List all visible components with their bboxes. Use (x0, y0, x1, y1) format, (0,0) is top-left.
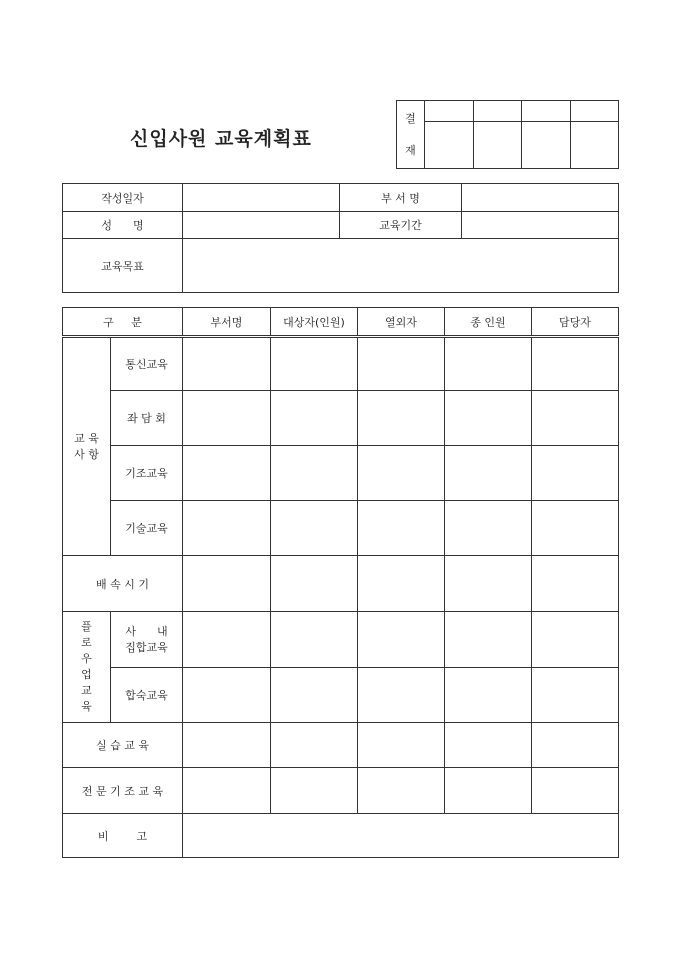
table-cell[interactable] (271, 723, 358, 768)
row-talk-label: 좌 담 회 (111, 391, 183, 446)
table-cell[interactable] (532, 612, 619, 668)
approval-role-4[interactable] (570, 101, 619, 122)
table-cell[interactable] (445, 337, 532, 391)
approval-sign-2[interactable] (473, 122, 522, 169)
approval-role-1[interactable] (425, 101, 474, 122)
row-dorm-label: 합숙교육 (111, 668, 183, 723)
table-cell[interactable] (358, 768, 445, 814)
row-comm-label: 통신교육 (111, 337, 183, 391)
group-education-line1: 교 육 (74, 431, 99, 445)
table-cell[interactable] (183, 556, 271, 612)
table-cell[interactable] (271, 446, 358, 501)
table-cell[interactable] (183, 446, 271, 501)
table-cell[interactable] (271, 556, 358, 612)
row-basic-label: 기조교육 (111, 446, 183, 501)
row-inhouse-line1: 사 내 (125, 624, 168, 638)
table-cell[interactable] (183, 668, 271, 723)
table-cell[interactable] (271, 501, 358, 556)
table-cell[interactable] (271, 768, 358, 814)
row-specialty-label: 전 문 기 조 교 육 (63, 768, 183, 814)
table-cell[interactable] (532, 501, 619, 556)
header-category: 구 분 (63, 308, 183, 337)
info-table (62, 183, 619, 293)
group-followup (63, 612, 111, 723)
table-cell[interactable] (445, 446, 532, 501)
table-cell[interactable] (532, 337, 619, 391)
row-remarks-label: 비 고 (63, 814, 183, 858)
approval-label-bottom: 재 (405, 143, 416, 157)
approval-label-top: 결 (405, 111, 416, 125)
table-cell[interactable] (271, 668, 358, 723)
date-field[interactable] (183, 184, 340, 212)
table-cell[interactable] (532, 446, 619, 501)
table-cell[interactable] (532, 723, 619, 768)
table-cell[interactable] (271, 391, 358, 446)
table-cell[interactable] (358, 723, 445, 768)
table-cell[interactable] (532, 391, 619, 446)
approval-role-2[interactable] (473, 101, 522, 122)
table-cell[interactable] (358, 501, 445, 556)
table-cell[interactable] (358, 446, 445, 501)
header-dept: 부서명 (183, 308, 271, 337)
row-inhouse-label (111, 612, 183, 668)
dept-field[interactable] (462, 184, 619, 212)
goal-field[interactable] (183, 239, 619, 293)
table-cell[interactable] (358, 556, 445, 612)
name-field[interactable] (183, 212, 340, 239)
group-education (63, 337, 111, 556)
period-field[interactable] (462, 212, 619, 239)
group-followup-char: 교 (81, 684, 92, 697)
approval-role-3[interactable] (522, 101, 571, 122)
table-cell[interactable] (445, 612, 532, 668)
row-tech-label: 기술교육 (111, 501, 183, 556)
table-cell[interactable] (358, 668, 445, 723)
table-cell[interactable] (183, 723, 271, 768)
group-followup-char: 로 (81, 636, 92, 649)
table-cell[interactable] (358, 391, 445, 446)
remarks-field[interactable] (183, 814, 619, 858)
group-followup-char: 업 (81, 668, 92, 681)
header-manager: 담당자 (532, 308, 619, 337)
approval-label (397, 101, 425, 169)
group-followup-char: 육 (81, 700, 92, 713)
date-label: 작성일자 (63, 184, 183, 212)
row-inhouse-line2: 집합교육 (125, 640, 168, 654)
table-cell[interactable] (445, 768, 532, 814)
goal-label: 교육목표 (63, 239, 183, 293)
table-cell[interactable] (532, 668, 619, 723)
table-cell[interactable] (445, 391, 532, 446)
table-cell[interactable] (358, 337, 445, 391)
group-followup-char: 우 (81, 652, 92, 665)
group-education-line2: 사 항 (74, 447, 99, 461)
dept-label: 부 서 명 (340, 184, 462, 212)
table-cell[interactable] (445, 501, 532, 556)
table-cell[interactable] (183, 501, 271, 556)
table-cell[interactable] (445, 723, 532, 768)
name-label: 성 명 (63, 212, 183, 239)
page-title: 신입사원 교육계획표 (130, 128, 312, 150)
approval-sign-3[interactable] (522, 122, 571, 169)
row-practice-label: 실 습 교 육 (63, 723, 183, 768)
row-assign-label: 배 속 시 기 (63, 556, 183, 612)
header-total: 종 인원 (445, 308, 532, 337)
table-cell[interactable] (183, 768, 271, 814)
approval-box (396, 100, 619, 169)
header-target: 대상자(인원) (271, 308, 358, 337)
table-cell[interactable] (183, 612, 271, 668)
header-exception: 열외자 (358, 308, 445, 337)
table-cell[interactable] (183, 391, 271, 446)
approval-sign-4[interactable] (570, 122, 619, 169)
table-cell[interactable] (271, 337, 358, 391)
table-cell[interactable] (445, 668, 532, 723)
table-cell[interactable] (532, 768, 619, 814)
table-cell[interactable] (532, 556, 619, 612)
table-cell[interactable] (271, 612, 358, 668)
period-label: 교육기간 (340, 212, 462, 239)
table-cell[interactable] (445, 556, 532, 612)
approval-sign-1[interactable] (425, 122, 474, 169)
table-cell[interactable] (358, 612, 445, 668)
education-plan-table (62, 307, 619, 858)
group-followup-char: 플 (81, 620, 92, 633)
table-cell[interactable] (183, 337, 271, 391)
